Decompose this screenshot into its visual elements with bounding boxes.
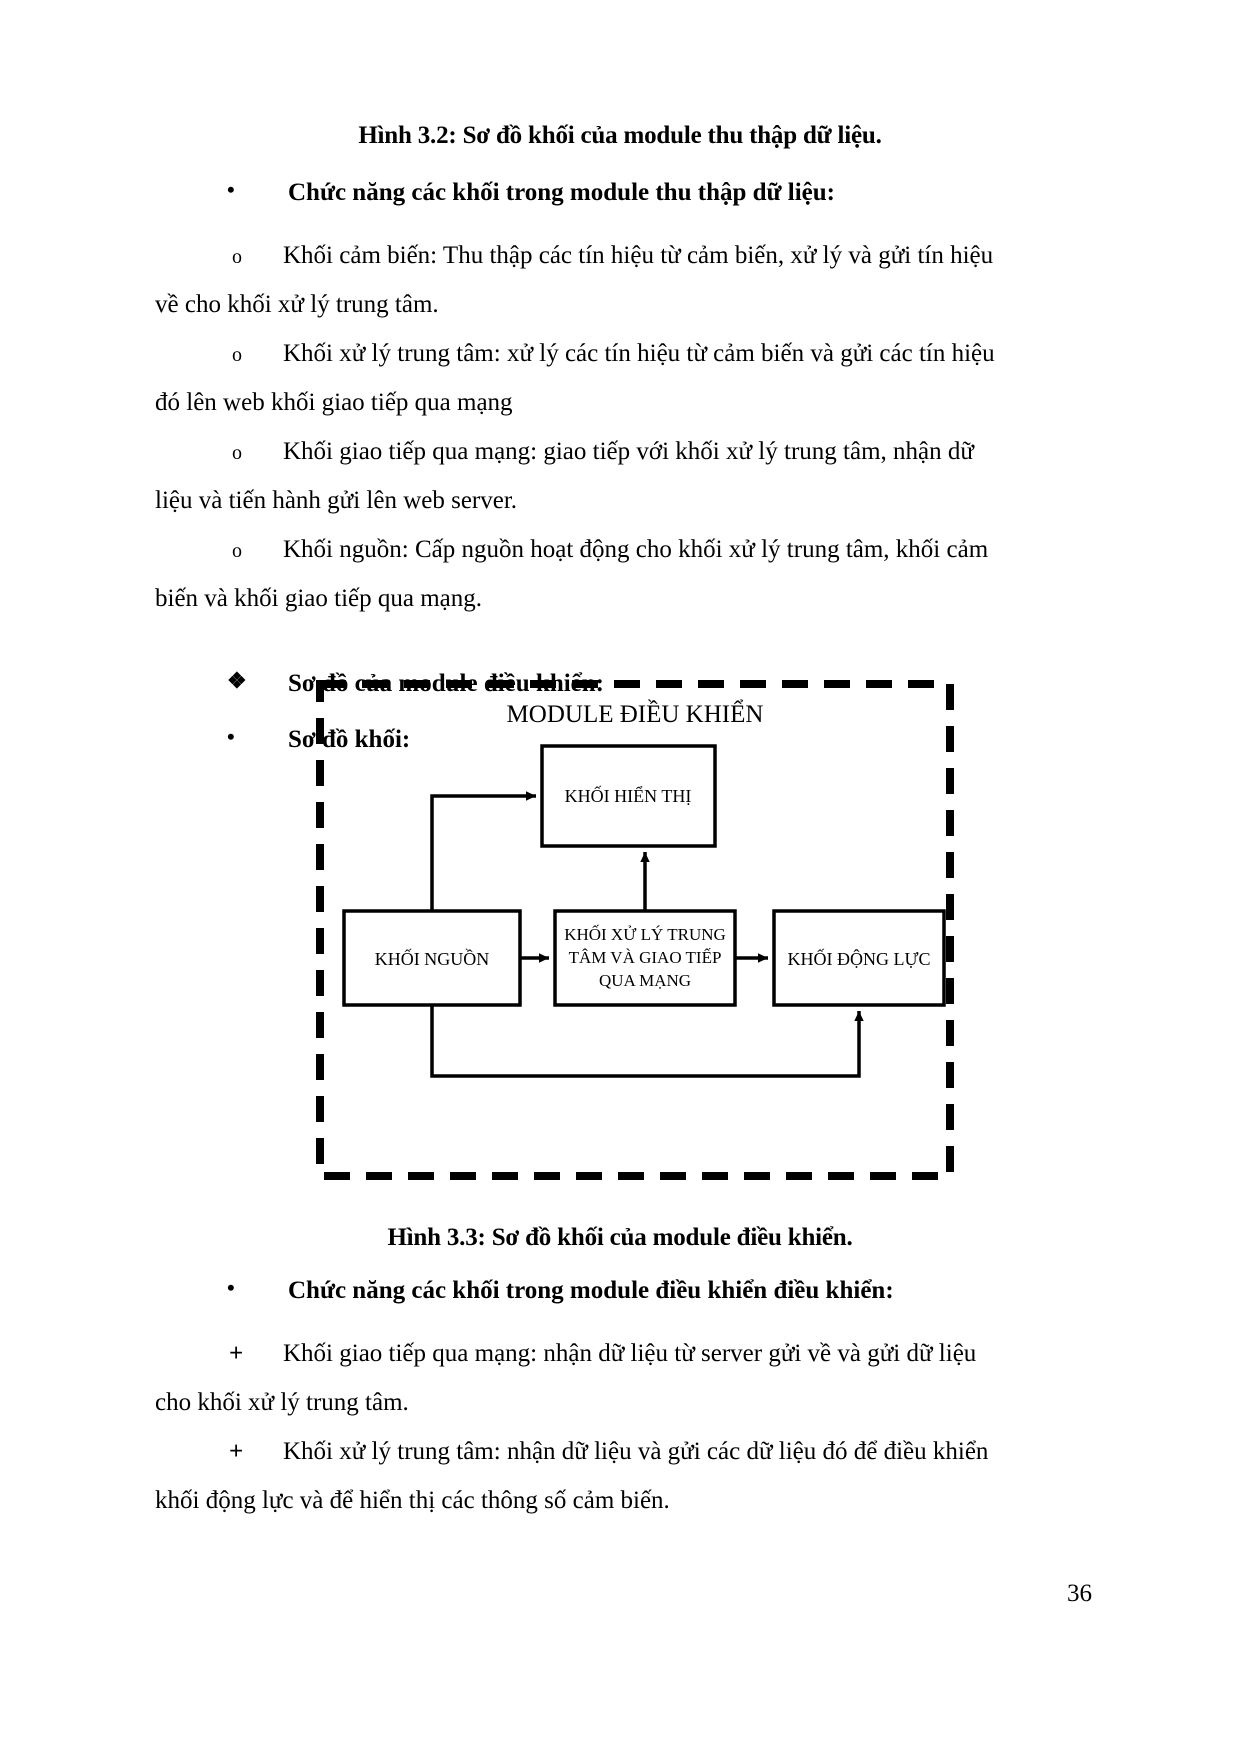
list-item-text: Khối cảm biến: Thu thập các tín hiệu từ cảm biến, xử lý và gửi tín hiệu [283, 241, 994, 269]
circle-bullet-icon: o [232, 245, 242, 268]
spacer [155, 626, 1085, 668]
diagram-title: MODULE ĐIỀU KHIỂN [506, 701, 764, 728]
list-item [155, 528, 1085, 571]
upper-text-block [155, 120, 1085, 757]
list-item [155, 1332, 1085, 1375]
list-item [155, 234, 1085, 277]
cpu-block-label-line2: TÂM VÀ GIAO TIẾP [568, 948, 722, 967]
lower-text-block [155, 1222, 1085, 1528]
cpu-block-label: KHỐI XỬ LÝ TRUNG [564, 925, 726, 944]
section-three-heading [155, 1275, 1085, 1308]
plus-bullet-icon: + [229, 1339, 244, 1367]
circle-bullet-icon: o [232, 539, 242, 562]
display-block-label: KHỐI HIỂN THỊ [564, 786, 692, 806]
list-item [155, 1430, 1085, 1473]
list-item-continuation: liệu và tiến hành gửi lên web server. [155, 486, 518, 514]
power-block-label: KHỐI NGUỒN [374, 949, 490, 969]
section-two-heading-label: Sơ đồ của module điều khiển: [288, 669, 605, 697]
diamond-bullet-icon: ❖ [227, 667, 247, 693]
section-two-subheading-label: Sơ đồ khối: [288, 726, 411, 754]
page-number: 36 [1067, 1580, 1092, 1607]
list-item-continuation: về cho khối xử lý trung tâm. [155, 290, 439, 318]
list-item-continuation: khối động lực và để hiển thị các thông số cảm biến. [155, 1486, 670, 1514]
list-item-text: Khối nguồn: Cấp nguồn hoạt động cho khối xử lý trung tâm, khối cảm [283, 535, 989, 563]
list-item-continuation: biến và khối giao tiếp qua mạng. [155, 584, 483, 612]
list-item-continuation: cho khối xử lý trung tâm. [155, 1388, 409, 1416]
bullet-dot-icon: • [227, 724, 235, 750]
list-item-text: Khối xử lý trung tâm: nhận dữ liệu và gửi các dữ liệu đó để điều khiển [283, 1437, 989, 1465]
motor-block-label: KHỐI ĐỘNG LỰC [787, 949, 931, 969]
section-one-heading [155, 177, 1085, 210]
list-item-continuation: đó lên web khối giao tiếp qua mạng [155, 388, 513, 416]
section-one-heading-label: Chức năng các khối trong module thu thập dữ liệu: [288, 179, 835, 207]
figure-3-3-caption: Hình 3.3: Sơ đồ khối của module điều khiển. [387, 1224, 853, 1251]
circle-bullet-icon: o [232, 343, 242, 366]
block-diagram-figure-3-3 [300, 676, 970, 1186]
list-item-text: Khối giao tiếp qua mạng: giao tiếp với khối xử lý trung tâm, nhận dữ [283, 437, 974, 465]
bullet-dot-icon: • [227, 1275, 235, 1301]
plus-bullet-icon: + [229, 1437, 244, 1465]
list-item [155, 332, 1085, 375]
list-item-text: Khối giao tiếp qua mạng: nhận dữ liệu từ server gửi về và gửi dữ liệu [283, 1339, 977, 1367]
connector-power-to-display [432, 796, 536, 911]
list-item [155, 430, 1085, 473]
circle-bullet-icon: o [232, 441, 242, 464]
bullet-dot-icon: • [227, 177, 235, 203]
cpu-block-label-line3: QUA MẠNG [598, 971, 692, 990]
list-item-text: Khối xử lý trung tâm: xử lý các tín hiệu từ cảm biến và gửi các tín hiệu [283, 339, 995, 367]
figure-3-2-caption: Hình 3.2: Sơ đồ khối của module thu thập dữ liệu. [358, 122, 882, 149]
connector-power-to-motor [432, 1005, 859, 1076]
section-three-heading-label: Chức năng các khối trong module điều khiển điều khiển: [288, 1277, 894, 1305]
